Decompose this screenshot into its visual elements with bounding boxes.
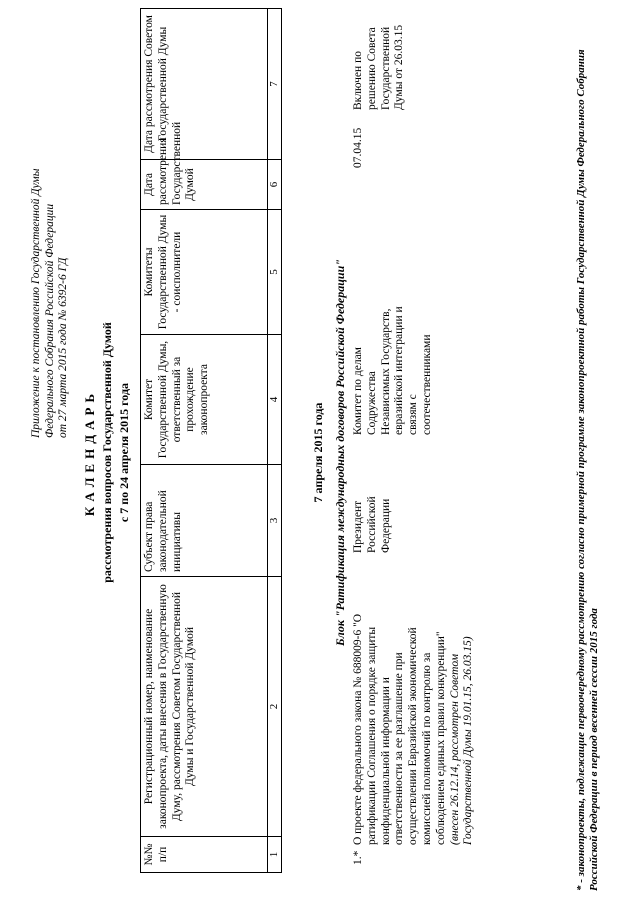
- document-period: с 7 по 24 апреля 2015 года: [117, 382, 131, 523]
- item-title: [352, 613, 476, 845]
- column-header: Субъект права законодательной инициативы: [141, 465, 268, 577]
- item-council-date: Включен по решению Совета Государственной Думы от 26.03.15: [352, 24, 406, 110]
- column-header: Дата рассмотрения Советом Государственной Думы: [141, 9, 268, 160]
- column-number: 3: [268, 465, 282, 577]
- column-number: 2: [268, 577, 282, 837]
- column-number: 7: [268, 9, 282, 160]
- item-title-note: (внесен 26.12.14, рассмотрен Советом Государственной Думы 19.01.15, 26.03.15): [448, 636, 475, 845]
- document-subtitle: рассмотрения вопросов Государственной Думой: [100, 322, 114, 583]
- section-block: Блок "Ратификация международных договоров Российской Федерации": [333, 259, 347, 646]
- item-title-text: О проекте федерального закона № 688009-6 "О ратификации Соглашения о порядке защиты конфиденциальной информации и ответственности за ее разглашение при осуществлении Евразийской экономической комиссией полномочий по контролю за соблюдением единых правил конкуренции": [352, 613, 447, 845]
- column-header: Комитет Государственной Думы, ответственный за прохождение законопроекта: [141, 335, 268, 465]
- column-header: Дата рассмотрения Государственной Думой: [141, 160, 268, 210]
- approval-line: от 27 марта 2015 года № 6392-6 ГД: [57, 257, 70, 438]
- footnote: * - законопроекты, подлежащие первоочередному рассмотрению согласно примерной программе законопроектной работы Государственной Думы Федерального Собрания Российской Федерации в период весенней сессии 2015 года: [575, 49, 601, 891]
- item-review-date: 07.04.15: [352, 127, 364, 168]
- column-number: 5: [268, 210, 282, 335]
- approval-line: Федерального Собрания Российской Федерации: [43, 203, 56, 438]
- item-subject: Президент Российской Федерации: [352, 496, 392, 553]
- section-date: 7 апреля 2015 года: [311, 402, 325, 503]
- column-number-row: [268, 9, 282, 873]
- column-number: 1: [268, 837, 282, 873]
- column-header: Регистрационный номер, наименование законопроекта, даты внесения в Государственную Думу, рассмотрения Советом Государственной Думы и Государственной Думой: [141, 577, 268, 837]
- item-committee: Комитет по делам Содружества Независимых Государств, евразийской интеграции и связям с соотечественниками: [352, 306, 433, 435]
- approval-line: Приложение к постановлению Государственной Думы: [30, 168, 42, 438]
- column-header: Комитеты Государственной Думы - соисполнители: [141, 210, 268, 335]
- document-title: КАЛЕНДАРЬ: [82, 388, 97, 517]
- approval-note: [30, 8, 71, 438]
- column-number: 6: [268, 160, 282, 210]
- table-header-row: [141, 9, 268, 873]
- column-number: 4: [268, 335, 282, 465]
- calendar-table: [140, 8, 282, 873]
- column-header: №№ п/п: [141, 837, 268, 873]
- item-number: 1.*: [352, 850, 364, 865]
